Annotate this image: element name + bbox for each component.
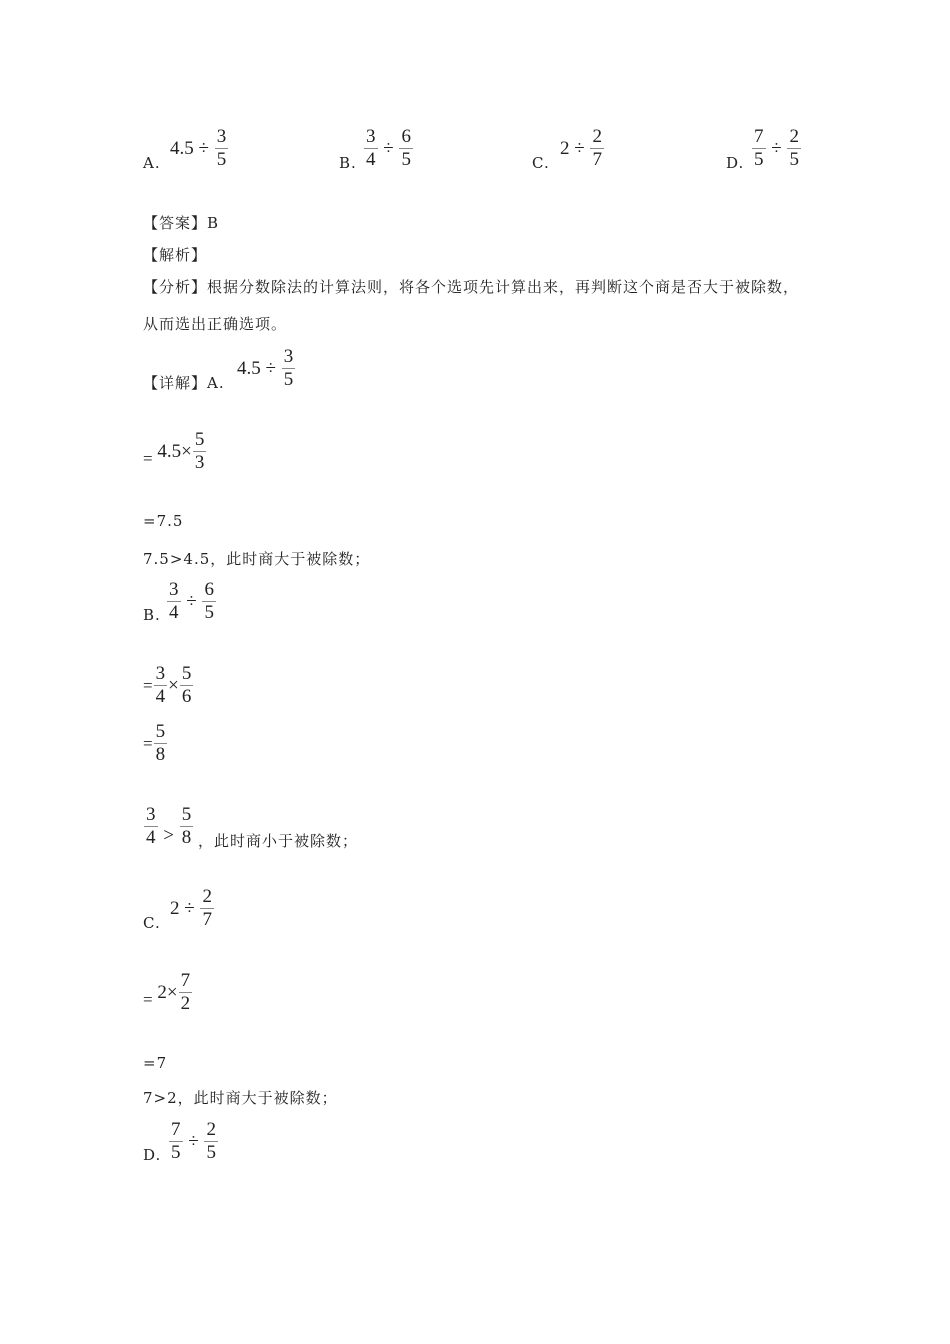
- greater-than-sign: >: [163, 824, 174, 846]
- analysis-text-line-2: 从而选出正确选项。: [143, 315, 288, 333]
- division-sign: ÷: [383, 137, 394, 159]
- step-fraction: $\frac{7}{2}$: [180, 970, 191, 1014]
- option-d-fraction-2: $\frac{2}{5}$: [789, 126, 799, 170]
- division-sign: ÷: [186, 590, 197, 612]
- detail-a-step-2: =7.5: [143, 512, 184, 530]
- detail-a-fraction: $\frac{3}{5}$: [283, 346, 294, 390]
- detail-b-label: B.: [143, 606, 161, 624]
- detail-c-fraction: $\frac{2}{7}$: [202, 886, 212, 930]
- detail-a-expression: [237, 346, 296, 391]
- option-d-fraction-1: $\frac{7}{5}$: [754, 126, 764, 170]
- answer-line: 【答案】B: [143, 214, 220, 232]
- step-fraction: $\frac{5}{3}$: [194, 429, 205, 473]
- detail-a-step-1: [143, 429, 207, 474]
- compare-fraction-1: $\frac{3}{4}$: [146, 804, 156, 848]
- option-a-label: A.: [143, 154, 161, 172]
- equals-sign: =: [143, 675, 153, 695]
- division-sign: ÷: [184, 897, 195, 919]
- step-whole: 2: [157, 981, 167, 1003]
- detail-d-fraction-2: $\frac{2}{5}$: [206, 1119, 216, 1163]
- detail-c-whole: 2: [170, 897, 180, 919]
- step-whole: 4.5: [157, 440, 182, 462]
- detail-b-fraction-1: $\frac{3}{4}$: [169, 579, 179, 623]
- division-sign: ÷: [574, 137, 585, 159]
- step-fraction-1: $\frac{3}{4}$: [155, 663, 166, 707]
- equals-sign: =: [143, 448, 153, 468]
- detail-prefix: 【详解】A.: [143, 374, 225, 392]
- detail-c-expression: [170, 886, 215, 931]
- option-a-whole: 4.5: [170, 137, 194, 159]
- analysis-text-line-1: 【分析】根据分数除法的计算法则，将各个选项先计算出来，再判断这个商是否大于被除数，: [143, 278, 800, 296]
- option-b-fraction-1: $\frac{3}{4}$: [366, 126, 376, 170]
- option-d-label: D.: [726, 154, 745, 172]
- option-c-fraction: $\frac{2}{7}$: [592, 126, 602, 170]
- detail-a-conclusion: 7.5>4.5，此时商大于被除数；: [143, 550, 371, 568]
- option-b-fraction-2: $\frac{6}{5}$: [401, 126, 411, 170]
- option-d-expression: [751, 126, 802, 171]
- detail-d-label: D.: [143, 1146, 162, 1164]
- option-b-label: B.: [339, 154, 357, 172]
- multiplication-sign: ×: [166, 981, 178, 1003]
- detail-b-comparison: [143, 804, 194, 849]
- detail-b-step-1: [143, 663, 194, 708]
- detail-d-expression: [168, 1119, 219, 1164]
- option-a-fraction: $\frac{3}{5}$: [216, 126, 227, 170]
- detail-b-fraction-2: $\frac{6}{5}$: [204, 579, 214, 623]
- detail-c-label: C.: [143, 914, 161, 932]
- multiplication-sign: ×: [181, 440, 192, 462]
- detail-b-conclusion: ，此时商小于被除数；: [198, 832, 359, 850]
- detail-c-step-2: =7: [143, 1054, 168, 1072]
- step-fraction: $\frac{5}{8}$: [155, 721, 166, 765]
- option-b-expression: [363, 126, 414, 171]
- step-fraction-2: $\frac{5}{6}$: [181, 663, 192, 707]
- option-c-label: C.: [532, 154, 550, 172]
- equals-sign: =: [143, 989, 153, 1009]
- division-sign: ÷: [771, 137, 782, 159]
- compare-fraction-2: $\frac{5}{8}$: [181, 804, 192, 848]
- detail-b-expression: [166, 579, 217, 624]
- option-c-whole: 2: [560, 137, 570, 159]
- detail-c-step-1: [143, 970, 193, 1015]
- equals-sign: =: [143, 733, 153, 753]
- division-sign: ÷: [265, 357, 276, 379]
- option-c-expression: [560, 126, 605, 171]
- division-sign: ÷: [198, 137, 209, 159]
- detail-c-conclusion: 7>2，此时商大于被除数；: [143, 1089, 338, 1107]
- division-sign: ÷: [188, 1130, 199, 1152]
- detail-a-whole: 4.5: [237, 357, 261, 379]
- option-a-expression: [170, 126, 229, 171]
- analysis-heading: 【解析】: [143, 246, 208, 264]
- detail-b-step-2: [143, 721, 168, 766]
- detail-d-fraction-1: $\frac{7}{5}$: [171, 1119, 181, 1163]
- multiplication-sign: ×: [168, 674, 179, 696]
